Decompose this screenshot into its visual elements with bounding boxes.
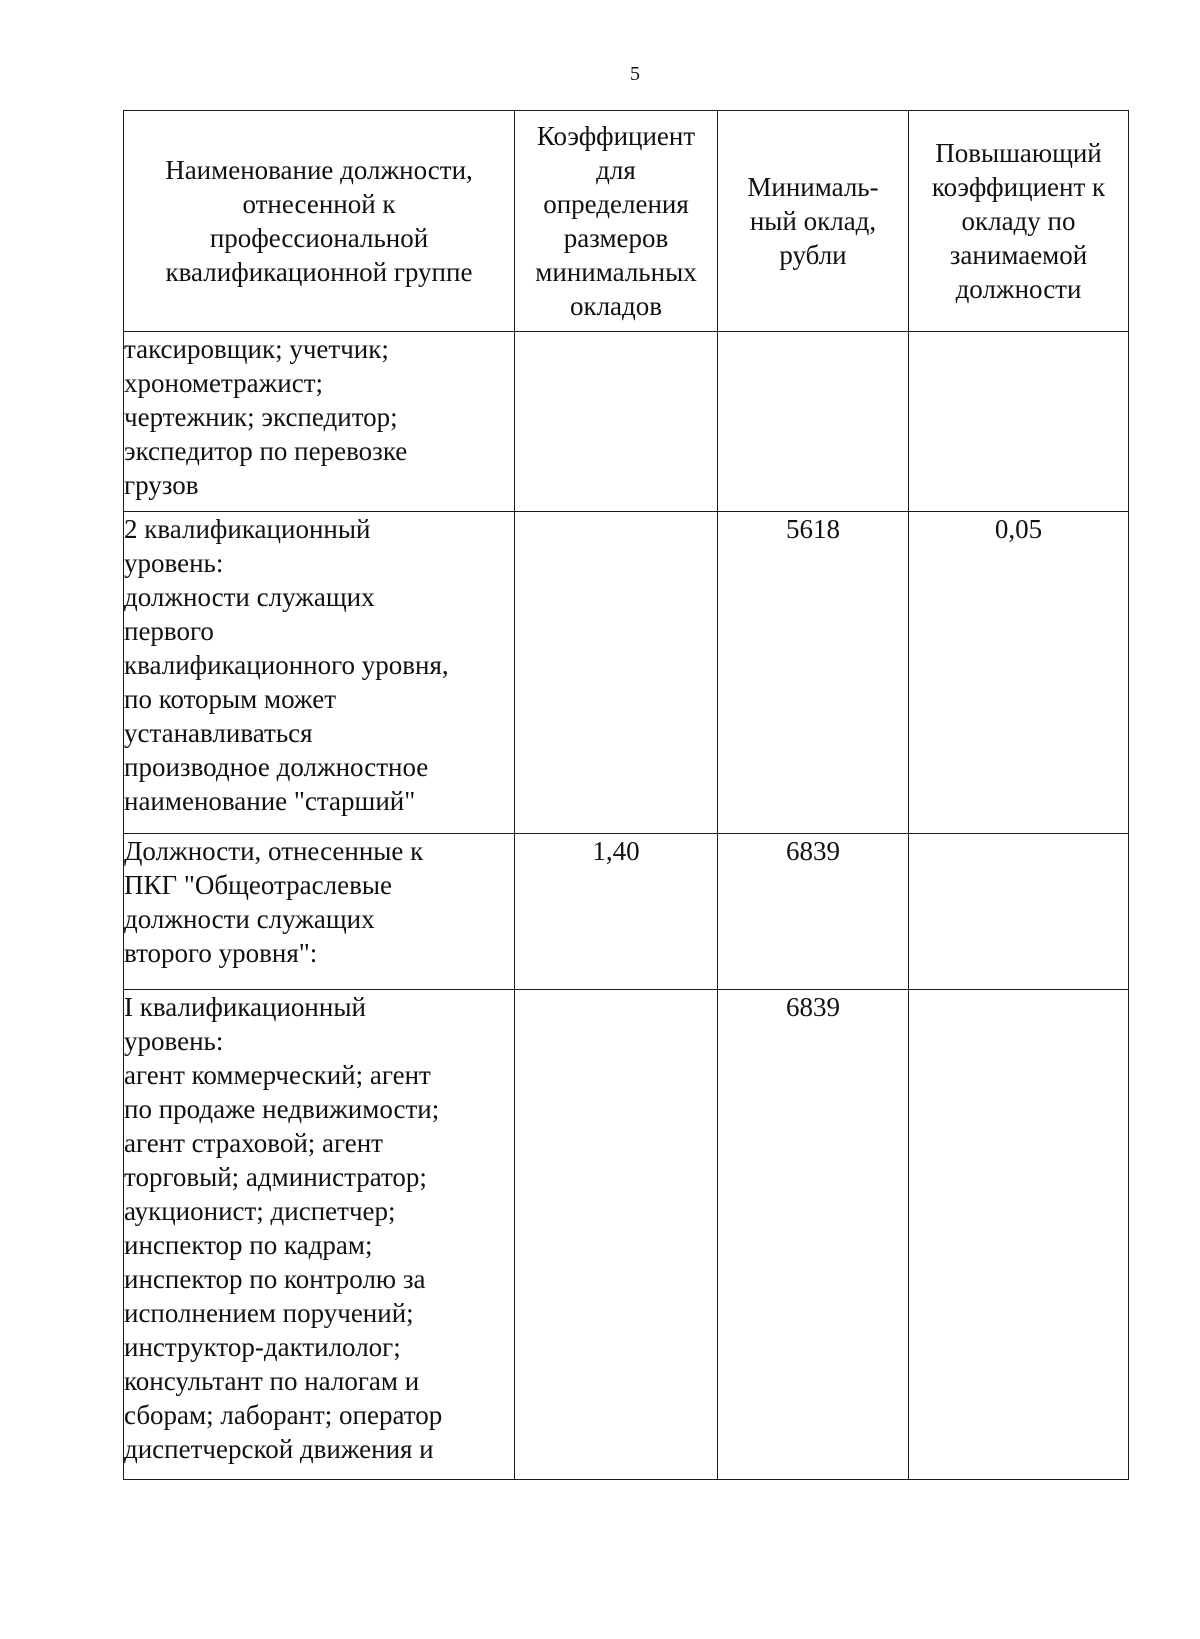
name-line: второго уровня": (124, 938, 318, 968)
coefficient-cell (515, 990, 718, 1480)
table-row (124, 990, 1129, 1480)
name-line: Должности, отнесенные к (124, 836, 424, 866)
table-row (124, 512, 1129, 834)
increase-cell (909, 332, 1129, 512)
name-line: агент страховой; агент (124, 1128, 383, 1158)
coefficient-cell (515, 512, 718, 834)
header-line: минимальных (535, 257, 697, 287)
name-line: должности служащих (124, 904, 375, 934)
header-line: должности (955, 274, 1082, 304)
increase-cell (909, 990, 1129, 1480)
coefficient-cell (515, 332, 718, 512)
name-line: инструктор-дактилолог; (124, 1332, 401, 1362)
header-line: занимаемой (949, 240, 1088, 270)
increase-cell: 0,05 (909, 512, 1129, 834)
header-line: квалификационной группе (165, 257, 473, 287)
name-line: торговый; администратор; (124, 1162, 427, 1192)
salary-table (123, 110, 1129, 1480)
header-line: Минималь- (747, 172, 879, 202)
position-name-cell (124, 332, 515, 512)
name-line: уровень: (124, 1026, 224, 1056)
position-name-cell (124, 834, 515, 990)
name-line: устанавливаться (124, 718, 313, 748)
header-line: рубли (779, 240, 847, 270)
name-line: агент коммерческий; агент (124, 1060, 431, 1090)
header-line: определения (543, 189, 689, 219)
salary-cell: 6839 (718, 834, 909, 990)
name-line: уровень: (124, 548, 224, 578)
table-row (124, 332, 1129, 512)
name-line: должности служащих (124, 582, 375, 612)
name-line: экспедитор по перевозке (124, 436, 408, 466)
name-line: грузов (124, 470, 199, 500)
header-increase-coefficient (909, 111, 1129, 332)
name-line: инспектор по кадрам; (124, 1230, 373, 1260)
header-line: отнесенной к (242, 189, 396, 219)
header-line: профессиональной (209, 223, 429, 253)
name-line: 2 квалификационный (124, 514, 371, 544)
name-line: консультант по налогам и (124, 1366, 420, 1396)
header-line: коэффициент к (931, 172, 1106, 202)
header-line: Повышающий (935, 138, 1102, 168)
table-header-row (124, 111, 1129, 332)
salary-cell: 5618 (718, 512, 909, 834)
salary-cell: 6839 (718, 990, 909, 1480)
name-line: по которым может (124, 684, 337, 714)
header-line: окладу по (961, 206, 1076, 236)
name-line: первого (124, 616, 214, 646)
name-line: хронометражист; (124, 368, 324, 398)
table-row (124, 834, 1129, 990)
header-coefficient (515, 111, 718, 332)
header-line: окладов (569, 291, 663, 321)
header-line: Наименование должности, (165, 155, 473, 185)
header-min-salary (718, 111, 909, 332)
name-line: инспектор по контролю за (124, 1264, 426, 1294)
name-line: производное должностное (124, 752, 429, 782)
name-line: исполнением поручений; (124, 1298, 414, 1328)
page-number: 5 (630, 63, 640, 85)
header-line: ный оклад, (749, 206, 877, 236)
header-line: Коэффициент (536, 121, 696, 151)
position-name-cell (124, 990, 515, 1480)
name-line: диспетчерской движения и (124, 1434, 434, 1464)
name-line: таксировщик; учетчик; (124, 334, 389, 364)
salary-cell (718, 332, 909, 512)
name-line: по продаже недвижимости; (124, 1094, 440, 1124)
name-line: чертежник; экспедитор; (124, 402, 398, 432)
name-line: наименование "старший" (124, 786, 416, 816)
name-line: квалификационного уровня, (124, 650, 449, 680)
name-line: ПКГ "Общеотраслевые (124, 870, 392, 900)
name-line: I квалификационный (124, 992, 366, 1022)
header-line: размеров (563, 223, 669, 253)
increase-cell (909, 834, 1129, 990)
name-line: аукционист; диспетчер; (124, 1196, 396, 1226)
coefficient-cell: 1,40 (515, 834, 718, 990)
name-line: сборам; лаборант; оператор (124, 1400, 443, 1430)
header-line: для (596, 155, 636, 185)
header-position-name (124, 111, 515, 332)
position-name-cell (124, 512, 515, 834)
